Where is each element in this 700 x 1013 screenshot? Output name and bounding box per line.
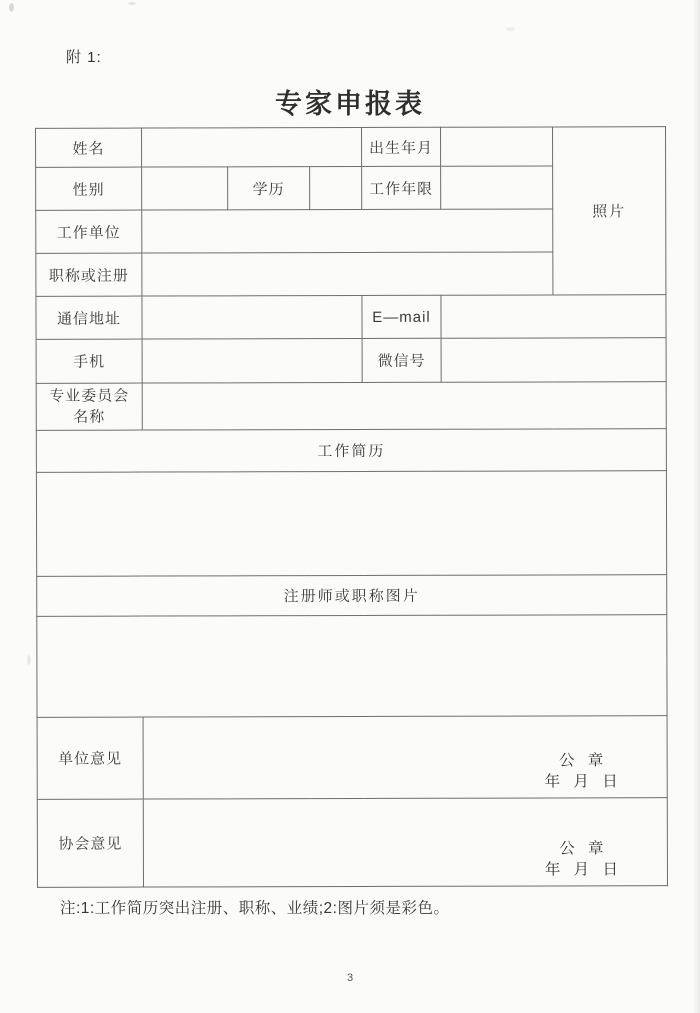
- assoc-opinion-area[interactable]: [143, 798, 667, 887]
- assoc-seal-block: [545, 838, 619, 880]
- birth-value-cell[interactable]: [441, 127, 553, 166]
- attachment-label: 附 1:: [66, 49, 102, 66]
- row-address: [36, 295, 666, 340]
- row-cert-header: [37, 575, 667, 617]
- row-committee: [36, 382, 666, 431]
- page-number: 3: [346, 972, 354, 984]
- name-value-cell[interactable]: [142, 127, 362, 167]
- committee-label-line1: 专业委员会: [49, 387, 130, 405]
- assoc-opinion-label: 协会意见: [37, 799, 143, 887]
- email-value-cell[interactable]: [441, 295, 666, 339]
- work-years-value-cell[interactable]: [441, 166, 553, 209]
- page-title: 专家申报表: [275, 89, 425, 119]
- email-label: E—mail: [362, 295, 441, 338]
- expert-application-form: [35, 126, 668, 888]
- committee-value-cell[interactable]: [142, 382, 666, 430]
- unit-opinion-area[interactable]: [143, 716, 667, 799]
- committee-label: [36, 383, 142, 430]
- mobile-label: 手机: [36, 339, 142, 383]
- name-label: 姓名: [36, 128, 142, 167]
- title-or-reg-value-cell[interactable]: [142, 252, 553, 296]
- date-label: 年 月 日: [544, 861, 619, 879]
- gender-value-cell[interactable]: [142, 167, 228, 210]
- birth-label: 出生年月: [362, 127, 441, 166]
- row-unit-opinion: [37, 716, 667, 800]
- footnote: 注:1:工作简历突出注册、职称、业绩;2:图片须是彩色。: [60, 900, 450, 917]
- resume-content-cell[interactable]: [36, 471, 666, 577]
- wechat-value-cell[interactable]: [441, 338, 666, 383]
- row-assoc-opinion: [37, 798, 667, 888]
- address-value-cell[interactable]: [142, 295, 362, 339]
- work-years-label: 工作年限: [362, 166, 441, 209]
- row-resume-header: [36, 429, 666, 473]
- scan-speck: [27, 655, 31, 665]
- work-unit-value-cell[interactable]: [142, 209, 553, 253]
- address-label: 通信地址: [36, 296, 142, 339]
- wechat-label: 微信号: [362, 338, 441, 382]
- work-unit-label: 工作单位: [36, 210, 142, 253]
- scan-edge-shadow: [693, 0, 700, 1013]
- row-mobile: [36, 338, 666, 384]
- scan-speck: [9, 3, 14, 12]
- scan-speck: [128, 2, 136, 5]
- unit-opinion-label: 单位意见: [37, 717, 143, 799]
- title-or-reg-label: 职称或注册: [36, 253, 142, 296]
- row-name: [36, 127, 666, 168]
- row-resume-content: [36, 471, 666, 577]
- committee-label-line2: 名称: [73, 408, 106, 426]
- date-label: 年 月 日: [544, 773, 619, 791]
- unit-seal-block: [545, 750, 619, 792]
- scan-speck: [506, 27, 515, 31]
- seal-label: 公 章: [558, 752, 605, 770]
- education-label: 学历: [228, 167, 310, 210]
- cert-content-cell[interactable]: [37, 615, 667, 718]
- seal-label: 公 章: [559, 840, 605, 858]
- row-cert-content: [37, 615, 667, 718]
- resume-header: 工作简历: [36, 429, 666, 473]
- mobile-value-cell[interactable]: [142, 338, 362, 383]
- photo-cell[interactable]: 照片: [553, 127, 666, 295]
- cert-header: 注册师或职称图片: [37, 575, 667, 617]
- gender-label: 性别: [36, 167, 142, 210]
- education-value-cell[interactable]: [310, 166, 362, 209]
